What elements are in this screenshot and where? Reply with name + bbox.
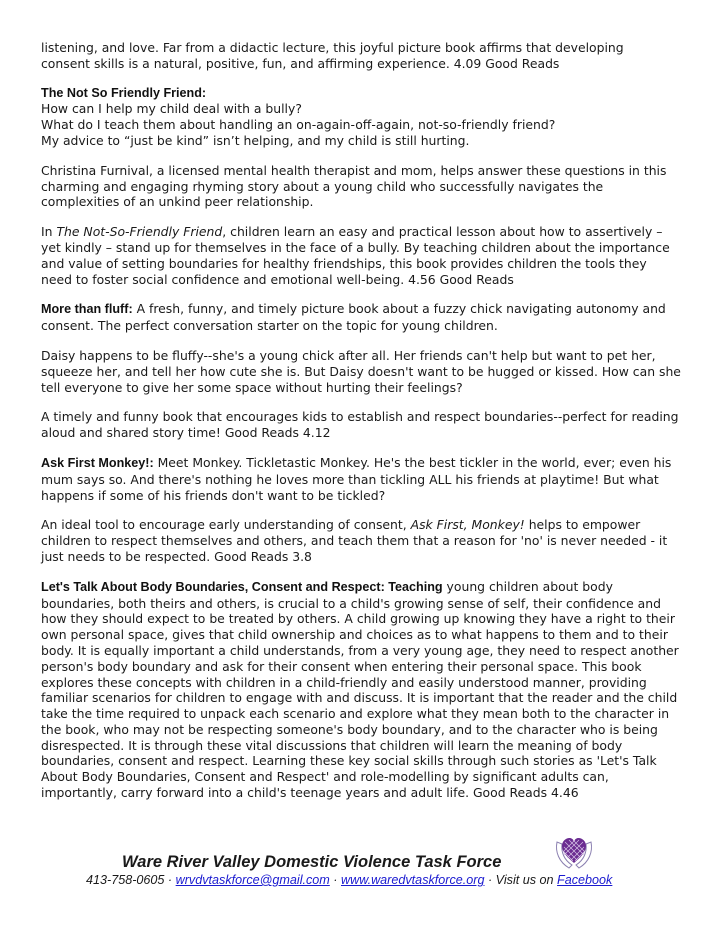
fluff-book-para2: Daisy happens to be fluffy--she's a young chick after all. Her friends can't help but want to pet her, squeeze her, and tell her how cute she is. But Daisy doesn't want to be hugged or kissed. How can she tell everyone to give her some space without hurting their feelings? bbox=[41, 347, 681, 395]
boundaries-book-title: Let's Talk About Body Boundaries, Consent and Respect: Teaching bbox=[41, 579, 443, 594]
email-link[interactable]: wrvdvtaskforce@gmail.com bbox=[175, 873, 330, 887]
website-link[interactable]: www.waredvtaskforce.org bbox=[341, 873, 485, 887]
friend-book-para2: Christina Furnival, a licensed mental health therapist and mom, helps answer these questions in this charming and engaging rhyming story about a young child who successfully navigates the complexities of an unkind peer relationship. bbox=[41, 162, 667, 210]
boundaries-book-para: Let's Talk About Body Boundaries, Consent and Respect: Teaching young children about body boundaries, both theirs and others, is crucial to a child's growing sense of self, their confidence and how they should expect to be treated by others. A child growing up knowing they have a right to their own personal space, gives that child ownership and choices as to what happens to them and to their body. It is equally important a child understands, from a very young age, they need to respect another person's body boundary and ask for their consent when entering their personal space. This book explores these concepts with children in a child-friendly and easily understood manner, providing familiar scenarios for children to engage with and discuss. It is important that the reader and the child take the time required to unpack each scenario and explore what they mean both to the character in the book, who may not be respecting someone's body boundary, and to the character who is being disrespected. It is through these vital discussions that children will learn the meaning of body boundaries, consent and respect. Learning these key social skills through such stories as 'Let's Talk About Body Boundaries, Consent and Respect' and role-modelling by significant adults can, importantly, carry forward into a child's teenage years and adult life. Good Reads 4.46 bbox=[41, 578, 679, 801]
monkey-book-para2: An ideal tool to encourage early understanding of consent, Ask First, Monkey! helps to empower children to respect themselves and others, and teach them that a reason for 'no' is never needed - it just needs to be respected. Good Reads 3.8 bbox=[41, 517, 668, 564]
facebook-link[interactable]: Facebook bbox=[557, 873, 613, 887]
monkey-book-title: Ask First Monkey!: bbox=[41, 455, 154, 470]
org-name: Ware River Valley Domestic Violence Task Force bbox=[122, 853, 502, 871]
contact-line: 413-758-0605 · wrvdvtaskforce@gmail.com · www.waredvtaskforce.org · Visit us on Facebook bbox=[86, 873, 613, 887]
phone-number: 413-758-0605 bbox=[86, 873, 165, 887]
friend-book-title: The Not So Friendly Friend: bbox=[41, 85, 207, 100]
hands-heart-logo-icon bbox=[553, 830, 595, 872]
fluff-book-para3: A timely and funny book that encourages kids to establish and respect boundaries--perfect for reading aloud and shared story time! Good Reads 4.12 bbox=[41, 409, 679, 441]
monkey-book-para1: Ask First Monkey!: Meet Monkey. Tickletastic Monkey. He's the best tickler in the world, ever; even his mum says so. And there's nothing he loves more than tickling ALL his friends at playtime! But what happens if some of his friends don't want to be tickled? bbox=[41, 454, 672, 503]
fluff-book-para1: More than fluff: A fresh, funny, and timely picture book about a fuzzy chick navigating autonomy and consent. The perfect conversation starter on the topic for young children. bbox=[41, 301, 666, 334]
document-body bbox=[41, 40, 681, 815]
friend-book-questions: The Not So Friendly Friend: How can I help my child deal with a bully? What do I teach them about handling an on-again-off-again, not-so-friendly friend? My advice to “just be kind” isn’t helping, and my child is still hurting. bbox=[41, 86, 681, 149]
fluff-book-title: More than fluff: bbox=[41, 302, 133, 317]
friend-book-para3: In The Not-So-Friendly Friend, children learn an easy and practical lesson about how to assertively – yet kindly – stand up for themselves in the face of a bully. By teaching children about the importance and value of setting boundaries for healthy friendships, this book provides children the tools they need to foster social confidence and emotional well-being. 4.56 Good Reads bbox=[41, 224, 670, 287]
intro-continued: listening, and love. Far from a didactic lecture, this joyful picture book affirms that developing consent skills is a natural, positive, fun, and affirming experience. 4.09 Good Reads bbox=[41, 40, 624, 71]
